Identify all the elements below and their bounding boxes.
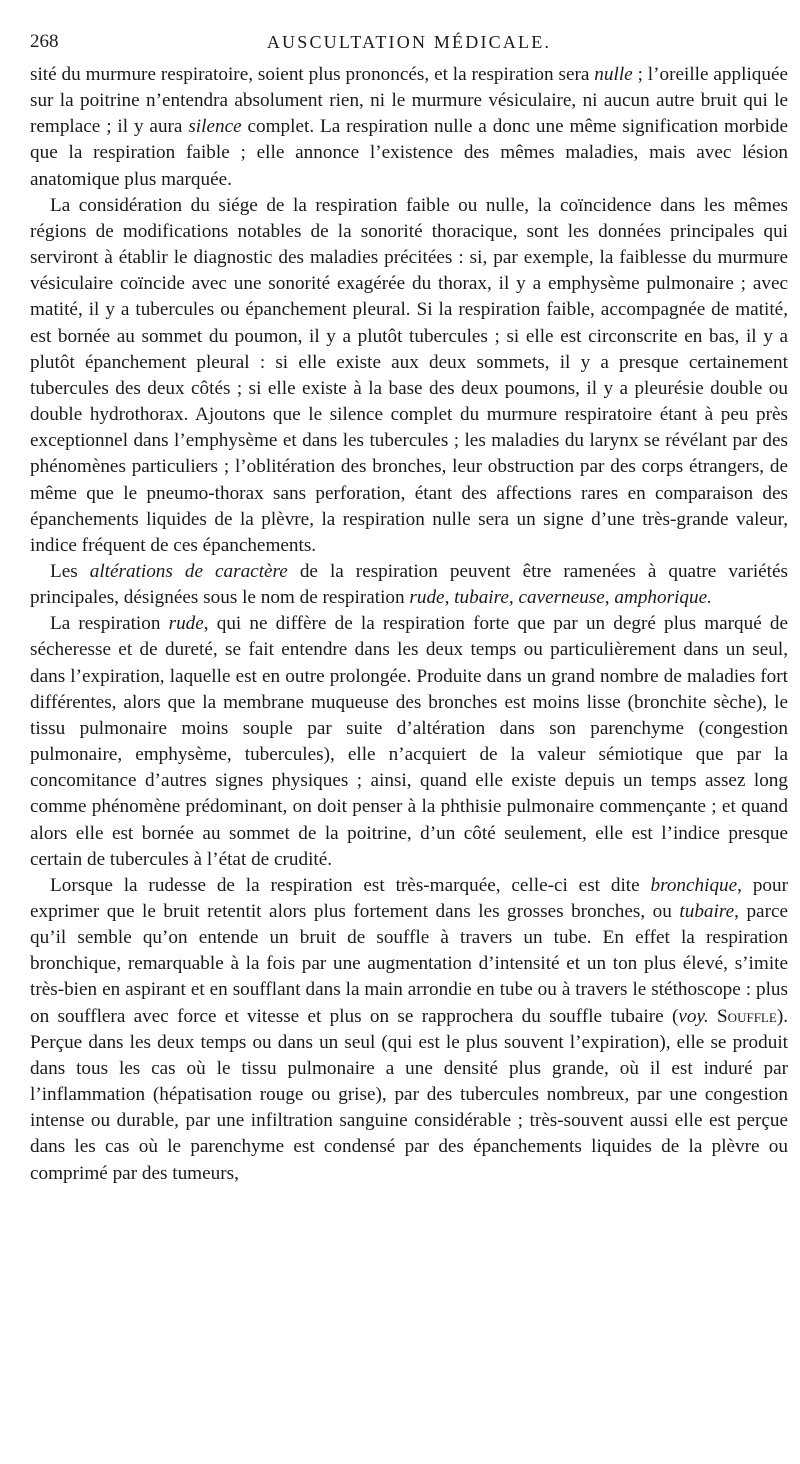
- text-run: ). Perçue dans les deux temps ou dans un seul (qui est le plus souvent l’expiration), elle se produit dans tous les cas où le tissu pulmonaire a une densité plus grande, où il est induré par l’inflammation (hépatisation rouge ou grise), par des tubercules nombreux, par une congestion intense ou durable, par une infiltration sanguine considérable ; très-souvent aussi elle est perçue dans les cas où le parenchyme est condensé par des épanchements liquides de la plèvre ou comprimé par des tumeurs,: [30, 1005, 788, 1184]
- italic-text: bronchique: [650, 874, 738, 896]
- text-run: Les: [50, 560, 90, 582]
- book-page: [30, 26, 788, 1187]
- text-run: ; l’oreille appliquée sur la poitrine n’entendra absolument rien, ni le murmure vésiculaire, ni aucun autre bruit qui le remplace ; il y aura: [30, 64, 789, 138]
- paragraph: [30, 611, 788, 873]
- paragraph: [30, 193, 788, 559]
- text-run: Lorsque la rudesse de la respiration est très-marquée, celle-ci est dite: [50, 874, 651, 896]
- body-text: [30, 62, 788, 1187]
- paragraph: [30, 873, 788, 1187]
- text-run: La considération du siége de la respiration faible ou nulle, la coïncidence dans les mêmes régions de modifications notables de la sonorité thoracique, sont les données principales qui serviront à établir le diagnostic des maladies précitées : si, par exemple, la faiblesse du murmure vésiculaire coïncide avec une sonorité exagérée du thorax, il y a emphysème pulmonaire ; avec matité, il y a tubercules ou épanchement pleural. Si la respiration faible, accompagnée de matité, est bornée au sommet du poumon, il y a plutôt tubercules ; si elle est circonscrite en bas, il y a plutôt épanchement pleural : si elle existe aux deux sommets, il y a presque certainement tubercules des deux côtés ; si elle existe à la base des deux poumons, il y a pleurésie double ou double hydrothorax. Ajoutons que le silence complet du murmure respiratoire étant à peu près exceptionnel dans l’emphysème et dans les tubercules ; les maladies du larynx se révélant par des phénomènes particuliers ; l’oblitération des bronches, leur obstruction par des corps étrangers, de même que le pneumo-thorax sans perforation, étant des affections rares en comparaison des épanchements liquides de la plèvre, la respiration nulle sera un signe d’une très-grande valeur, indice fréquent de ces épanchements.: [30, 194, 788, 556]
- small-caps-text: Souffle: [717, 1005, 777, 1027]
- italic-text: rude, tubaire, caverneuse, amphorique.: [409, 587, 712, 609]
- text-run: , parce qu’il semble qu’on entende un bruit de souffle à travers un tube. En effet la respiration bronchique, remarquable à la fois par une augmentation d’intensité et un ton plus élevé, s’imite très-bien en aspirant et en soufflant dans la main arrondie en tube ou à travers le stéthoscope : plus on soufflera avec force et vitesse et plus on se rapprochera du souffle tubaire (: [30, 901, 788, 1027]
- italic-text: rude: [168, 613, 204, 635]
- text-run: sité du murmure respiratoire, soient plus prononcés, et la respiration sera: [30, 64, 595, 85]
- italic-text: silence: [188, 116, 242, 138]
- italic-text: nulle: [594, 64, 633, 85]
- text-run: , pour exprimer que le bruit retentit alors plus fortement dans les grosses bronches, ou: [30, 874, 788, 922]
- text-run: , qui ne diffère de la respiration forte que par un degré plus marqué de sécheresse et de dureté, se fait entendre dans les deux temps ou particulièrement dans un seul, dans l’expiration, laquelle est en outre prolongée. Produite dans un grand nombre de maladies fort différentes, alors que la membrane muqueuse des bronches est moins lisse (bronchite sèche), le tissu pulmonaire moins souple par suite d’altération dans son parenchyme (congestion pulmonaire, emphysème, tubercules), elle n’acquiert de la valeur sémiotique que par la concomitance d’autres signes physiques ; ainsi, quand elle existe depuis un temps assez long comme phénomène prédominant, on doit penser à la phthisie pulmonaire commençante ; et quand alors elle est bornée au sommet de la poitrine, d’un côté seulement, elle est l’indice presque certain de tubercules à l’état de crudité.: [30, 613, 788, 870]
- text-run: de la respiration peuvent être ramenées à quatre variétés principales, désignées sous le nom de respiration: [30, 560, 788, 609]
- italic-text: tubaire: [679, 901, 735, 922]
- paragraph: [30, 559, 788, 611]
- paragraph: [30, 62, 788, 193]
- text-run: La respiration: [50, 613, 169, 635]
- page-header: [30, 26, 788, 62]
- page-number: 268: [30, 31, 59, 52]
- text-run: complet. La respiration nulle a donc une même signification morbide que la respiration faible ; elle annonce l’existence des mêmes maladies, mais avec lésion anatomique plus marquée.: [30, 116, 788, 190]
- text-run: [709, 1006, 717, 1027]
- running-title: AUSCULTATION MÉDICALE.: [266, 32, 552, 52]
- italic-text: voy.: [678, 1005, 709, 1027]
- italic-text: altérations de caractère: [89, 560, 288, 582]
